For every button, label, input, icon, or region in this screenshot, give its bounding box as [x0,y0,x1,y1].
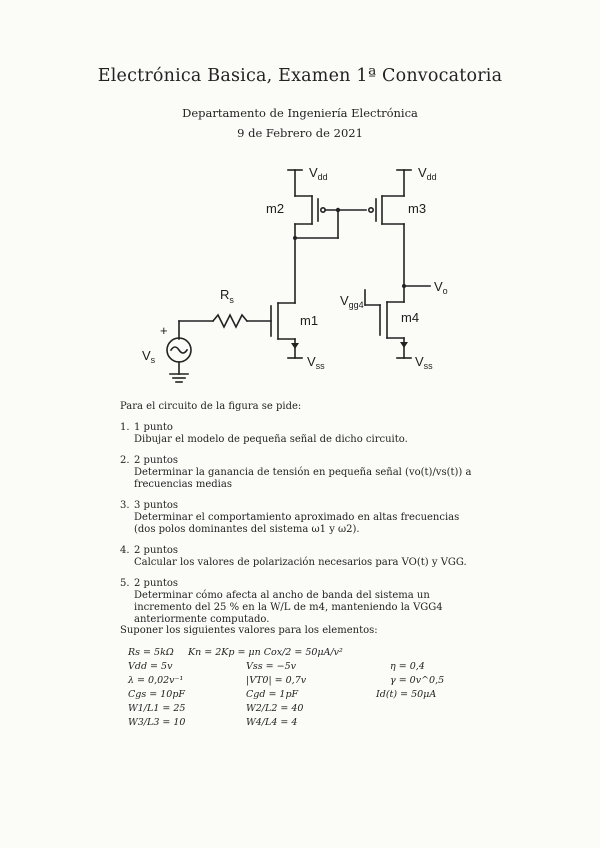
question-number: 4. [120,545,130,556]
m1-label: m1 [300,313,319,328]
question-points: 3 puntos [134,500,178,511]
rs-resistor [213,315,247,327]
vs-label: $V_s$ [142,348,156,365]
param-vt0: |VT0| = 0,7v [246,675,307,686]
question-item [120,422,480,446]
exam-date: 9 de Febrero de 2021 [237,126,363,140]
questions-intro: Para el circuito de la figura se pide: [120,401,302,412]
param-w1l1: W1/L1 = 25 [128,703,186,714]
vs-sine [171,347,187,353]
question-text: Determinar la ganancia de tensión en pequeña señal (vo(t)/vs(t)) a frecuencias medias [134,467,472,490]
question-points: 1 punto [134,422,173,433]
question-text: Calcular los valores de polarización necesarios para VO(t) y VGG. [134,557,467,568]
vss-left-label: $V_{ss}$ [307,354,325,371]
question-points: 2 puntos [134,455,178,466]
param-lambda: λ = 0,02v⁻¹ [128,675,184,686]
question-text: Dibujar el modelo de pequeña señal de dicho circuito. [134,434,408,445]
question-points: 2 puntos [134,578,178,589]
question-text: Determinar cómo afecta al ancho de banda del sistema un incremento del 25 % en la W/L de m4, manteniendo la VGG4 anteriormente computado. [134,590,443,625]
m1-arrow [291,343,299,349]
vs-plus-label: + [160,323,168,338]
m4-arrow [400,342,408,348]
param-w2l2: W2/L2 = 40 [246,703,304,714]
question-item [120,500,480,536]
m4-label: m4 [401,310,420,325]
question-list [120,422,480,635]
vo-label: $V_o$ [434,279,448,296]
m3-gate-bubble [369,208,373,212]
gate-junction-dot [336,208,340,212]
vo-junction-dot [402,284,406,288]
param-w4l4: W4/L4 = 4 [246,717,298,728]
param-id: Id(t) = 50μA [376,689,437,700]
m2-label: m2 [266,201,285,216]
param-cgd: Cgd = 1pF [246,689,299,700]
exam-title: Electrónica Basica, Examen 1ª Convocatoria [97,66,503,86]
vgg4-label: $V_{gg4}$ [340,293,364,310]
department-name: Departamento de Ingeniería Electrónica [182,106,418,120]
vdd-left-label: $V_{dd}$ [309,165,328,182]
question-item [120,545,480,569]
m3-label: m3 [408,201,427,216]
question-text: Determinar el comportamiento aproximado en altas frecuencias (dos polos dominantes del sistema ω1 y ω2). [134,512,460,535]
question-number: 5. [120,578,130,589]
question-number: 2. [120,455,130,466]
param-rs: Rs = 5kΩ [128,647,174,658]
param-w3l3: W3/L3 = 10 [128,717,186,728]
question-number: 1. [120,422,130,433]
question-points: 2 puntos [134,545,178,556]
param-eta: η = 0,4 [390,661,425,672]
assume-values-text: Suponer los siguientes valores para los elementos: [120,625,378,636]
circuit-diagram [0,155,600,395]
param-vss: Vss = −5v [246,661,296,672]
param-cgs: Cgs = 10pF [128,689,185,700]
question-number: 3. [120,500,130,511]
parameter-table [128,647,458,727]
m2-drain-junction-dot [293,236,297,240]
question-item [120,455,480,491]
circuit-schematic [0,155,600,395]
param-kn: Kn = 2Kp = μn Cox/2 = 50μA/v² [188,647,343,658]
question-item [120,578,480,626]
vss-right-label: $V_{ss}$ [415,354,433,371]
vdd-right-label: $V_{dd}$ [418,165,437,182]
rs-label: $R_s$ [220,287,234,305]
param-vdd: Vdd = 5v [128,661,173,672]
param-gamma: γ = 0v^0,5 [390,675,445,686]
